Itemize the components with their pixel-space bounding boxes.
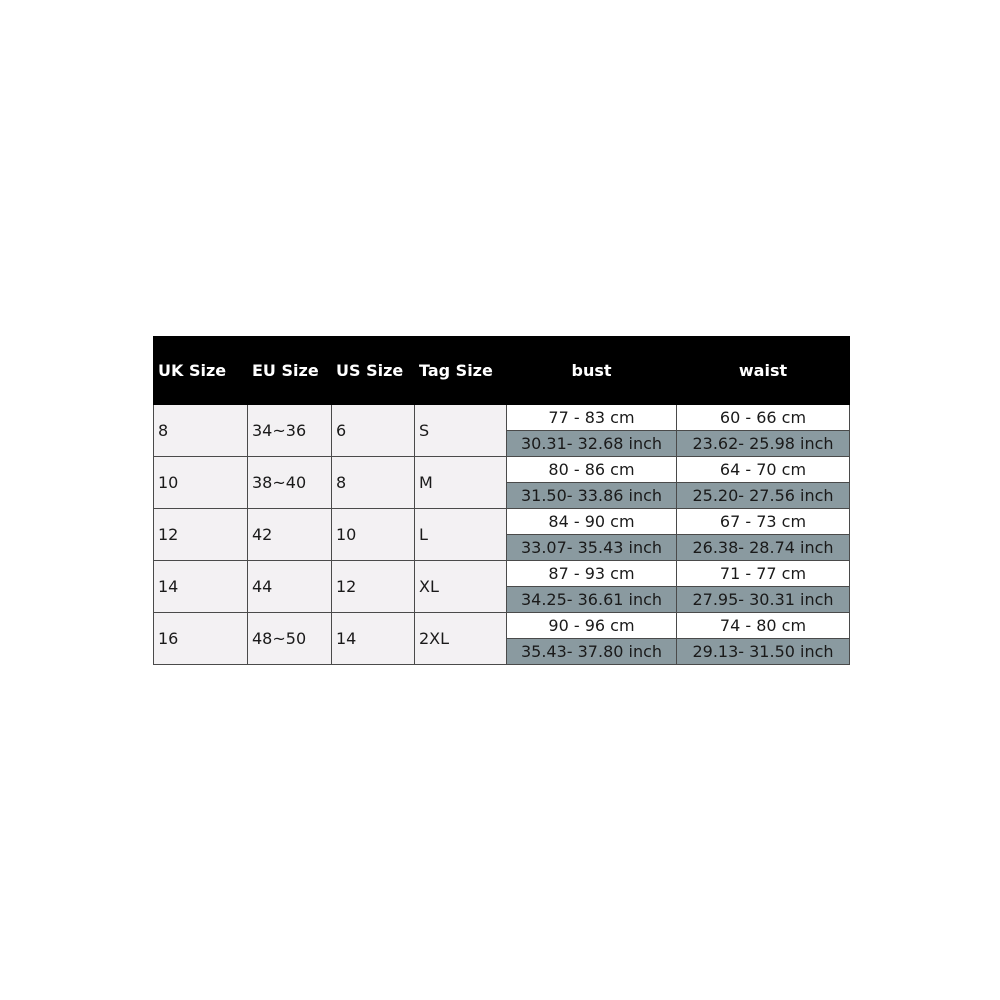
tag-size-cell: XL (415, 561, 507, 613)
bust-inch-cell: 33.07- 35.43 inch (507, 535, 677, 561)
eu-size-cell: 34~36 (248, 405, 332, 457)
header-bust: bust (507, 337, 677, 405)
eu-size-cell: 44 (248, 561, 332, 613)
bust-inch-cell: 31.50- 33.86 inch (507, 483, 677, 509)
bust-cm-cell: 90 - 96 cm (507, 613, 677, 639)
waist-cm-cell: 74 - 80 cm (677, 613, 850, 639)
us-size-cell: 10 (332, 509, 415, 561)
eu-size-cell: 38~40 (248, 457, 332, 509)
eu-size-cell: 42 (248, 509, 332, 561)
waist-inch-cell: 26.38- 28.74 inch (677, 535, 850, 561)
waist-inch-cell: 23.62- 25.98 inch (677, 431, 850, 457)
header-us-size: US Size (332, 337, 415, 405)
header-tag-size: Tag Size (415, 337, 507, 405)
table-row (154, 509, 850, 535)
bust-inch-cell: 35.43- 37.80 inch (507, 639, 677, 665)
eu-size-cell: 48~50 (248, 613, 332, 665)
table-row (154, 561, 850, 587)
size-table (153, 336, 850, 665)
bust-cm-cell: 84 - 90 cm (507, 509, 677, 535)
size-chart (153, 336, 849, 665)
bust-inch-cell: 30.31- 32.68 inch (507, 431, 677, 457)
waist-cm-cell: 64 - 70 cm (677, 457, 850, 483)
us-size-cell: 14 (332, 613, 415, 665)
bust-cm-cell: 87 - 93 cm (507, 561, 677, 587)
tag-size-cell: 2XL (415, 613, 507, 665)
waist-cm-cell: 60 - 66 cm (677, 405, 850, 431)
waist-inch-cell: 29.13- 31.50 inch (677, 639, 850, 665)
header-row (154, 337, 850, 405)
table-row (154, 405, 850, 431)
bust-inch-cell: 34.25- 36.61 inch (507, 587, 677, 613)
uk-size-cell: 12 (154, 509, 248, 561)
uk-size-cell: 16 (154, 613, 248, 665)
header-uk-size: UK Size (154, 337, 248, 405)
header-eu-size: EU Size (248, 337, 332, 405)
us-size-cell: 6 (332, 405, 415, 457)
uk-size-cell: 8 (154, 405, 248, 457)
waist-cm-cell: 71 - 77 cm (677, 561, 850, 587)
tag-size-cell: S (415, 405, 507, 457)
us-size-cell: 8 (332, 457, 415, 509)
waist-inch-cell: 25.20- 27.56 inch (677, 483, 850, 509)
bust-cm-cell: 80 - 86 cm (507, 457, 677, 483)
table-row (154, 613, 850, 639)
uk-size-cell: 10 (154, 457, 248, 509)
waist-inch-cell: 27.95- 30.31 inch (677, 587, 850, 613)
bust-cm-cell: 77 - 83 cm (507, 405, 677, 431)
waist-cm-cell: 67 - 73 cm (677, 509, 850, 535)
tag-size-cell: L (415, 509, 507, 561)
uk-size-cell: 14 (154, 561, 248, 613)
us-size-cell: 12 (332, 561, 415, 613)
tag-size-cell: M (415, 457, 507, 509)
header-waist: waist (677, 337, 850, 405)
table-row (154, 457, 850, 483)
